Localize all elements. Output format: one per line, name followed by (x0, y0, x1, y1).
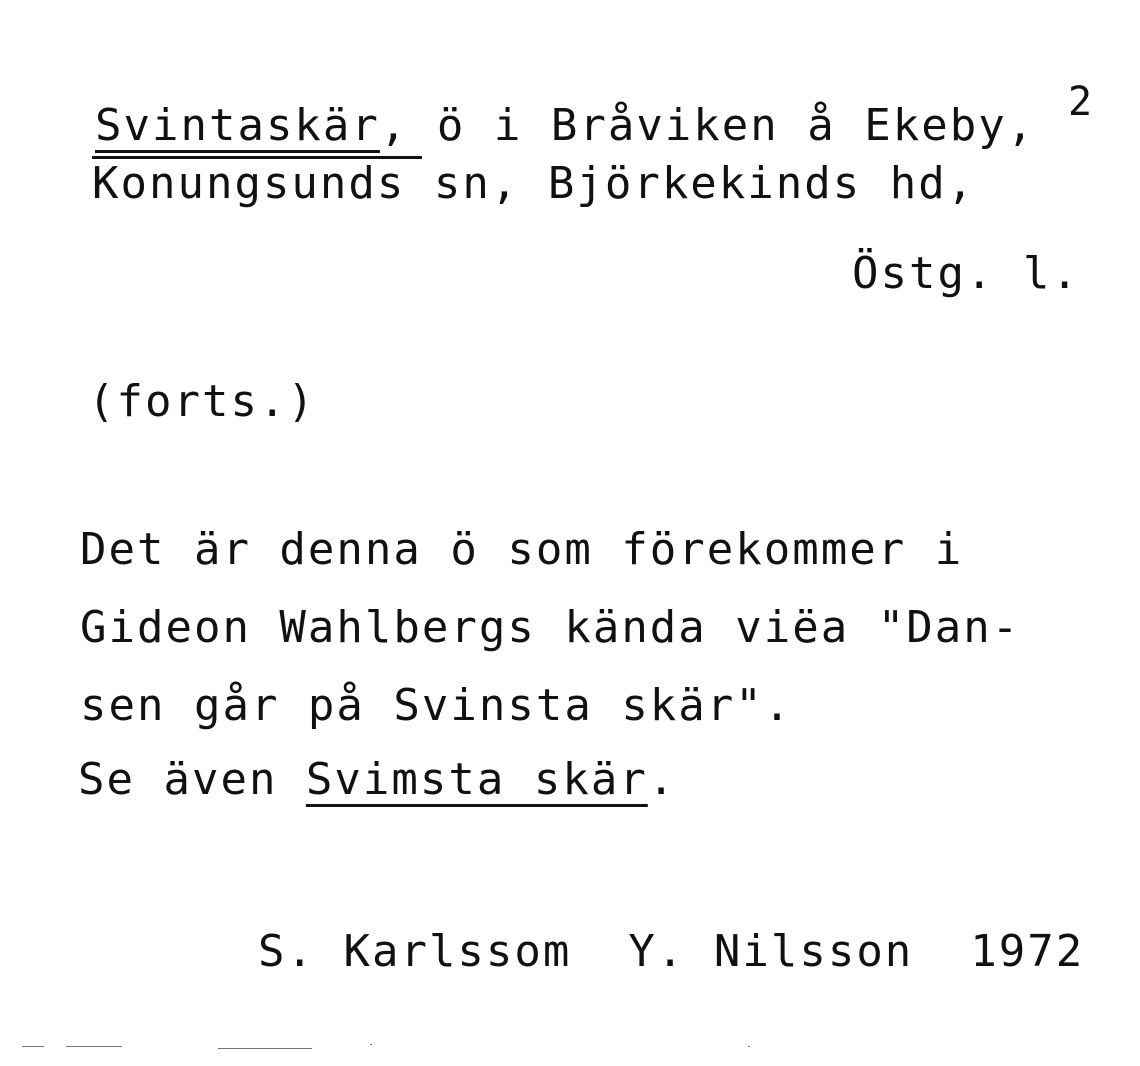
page-number: 2 (1068, 79, 1095, 125)
collector-1: S. Karlssom (258, 926, 572, 977)
scan-speck (218, 1048, 312, 1049)
parish-overline (92, 156, 422, 159)
body-line-1: Det är denna ö som förekommer i (80, 524, 964, 575)
heading-line-1 (95, 100, 1036, 151)
continued-note: (forts.) (88, 376, 316, 427)
body-line-3: sen går på Svinsta skär". (80, 680, 793, 731)
scan-speck (22, 1046, 44, 1047)
province: Östg. l. (852, 248, 1080, 299)
heading-location: , ö i Bråviken å Ekeby, (379, 100, 1036, 151)
year: 1972 (970, 926, 1085, 977)
see-also-label: Se även (78, 754, 306, 805)
collector-2: Y. Nilsson (628, 926, 914, 977)
heading-district: sn, Björkekinds hd, (405, 158, 976, 209)
body-line-2: Gideon Wahlbergs kända viëa "Dan- (80, 602, 1021, 653)
scan-speck (748, 1046, 750, 1047)
see-also-reference: Svimsta skär (305, 754, 648, 805)
body-line-4 (78, 754, 677, 805)
parish-name: Konungsunds (92, 158, 406, 209)
scan-speck (370, 1044, 372, 1045)
see-also-period: . (647, 754, 677, 805)
footer-line (258, 926, 1085, 977)
scan-speck (66, 1046, 122, 1047)
heading-line-2 (92, 158, 976, 209)
place-name: Svintaskär (95, 100, 380, 151)
